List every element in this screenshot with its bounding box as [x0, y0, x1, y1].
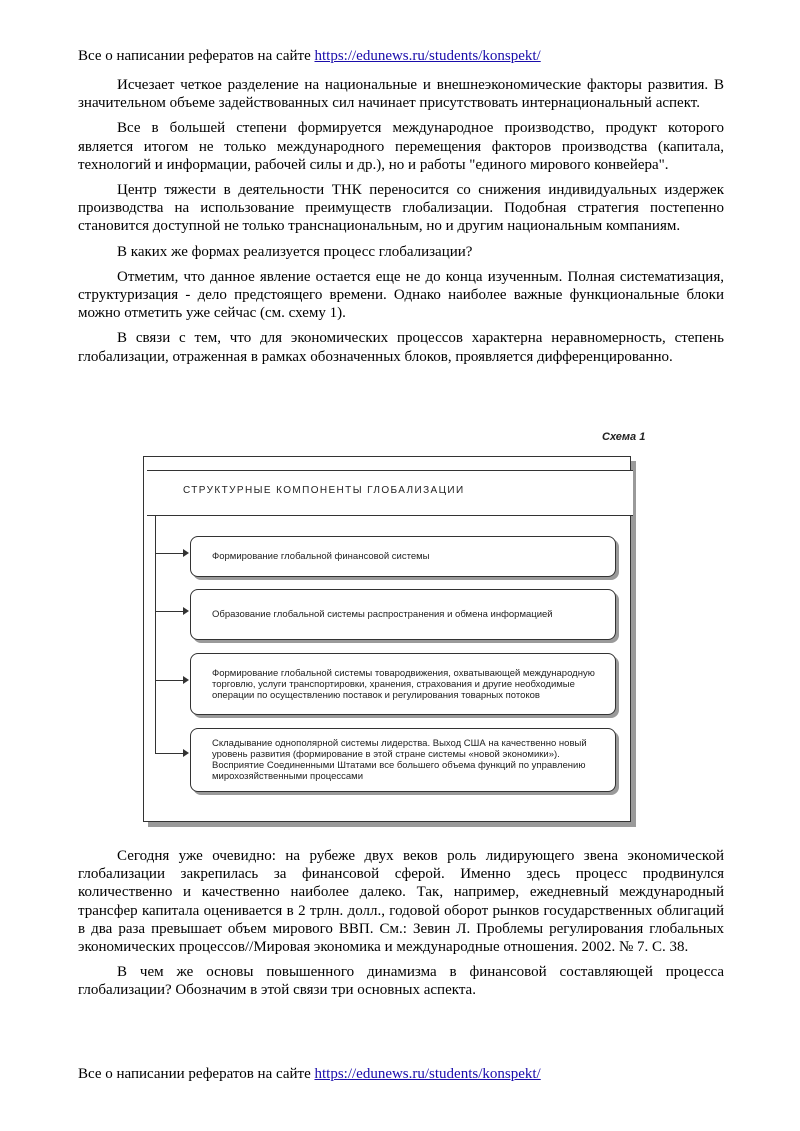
scheme-box-information: Образование глобальной системы распространения и обмена информацией	[190, 589, 616, 640]
header-line	[78, 47, 724, 66]
scheme-title-box	[147, 470, 633, 516]
scheme-connector-branch	[155, 680, 185, 681]
scheme-box-leadership: Складывание однополярной системы лидерства. Выход США на качественно новый уровень развития (формирование в этой стране системы «новой экономики»). Восприятие Соединенными Штатами все большего объема функций по управлению мирохозяйственными процессами	[190, 728, 616, 792]
paragraph: В связи с тем, что для экономических процессов характерна неравномерность, степень глобализации, отраженная в рамках обозначенных блоков, проявляется дифференцированно.	[78, 330, 724, 365]
scheme-connector-line	[155, 515, 156, 754]
scheme-caption: Схема 1	[602, 431, 646, 443]
paragraph: Отметим, что данное явление остается еще не до конца изученным. Полная систематизация, структуризация - дело предстоящего времени. Однако наиболее важные функциональные блоки можно отметить уже сейчас (см. схему 1).	[78, 268, 724, 322]
paragraph: Сегодня уже очевидно: на рубеже двух веков роль лидирующего звена экономической глобализации закрепилась за финансовой сферой. Именно здесь процесс продвинулся количественно и качественно наиболее далеко. Так, например, ежедневный международный трансфер капитала оценивается в 2 трлн. долл., годовой оборот рынков государственных облигаций в два раза превышает объем мирового ВВП. См.: Зевин Л. Проблемы регулирования глобальных экономических процессов//Мировая экономика и международные отношения. 2002. № 7. С. 38.	[78, 848, 724, 956]
scheme-connector-branch	[155, 611, 185, 612]
scheme-figure	[143, 456, 633, 824]
arrow-right-icon	[183, 676, 189, 684]
scheme-box-trade: Формирование глобальной системы товародвижения, охватывающей международную торговлю, услуги транспортировки, хранения, страхования и другие необходимые операции по осуществлению поставок и регулирования товарных потоков	[190, 653, 616, 715]
scheme-box-finance: Формирование глобальной финансовой системы	[190, 536, 616, 577]
footer-link[interactable]: https://edunews.ru/students/konspekt/	[314, 1066, 541, 1082]
scheme-connector-branch	[155, 753, 185, 754]
paragraph: Центр тяжести в деятельности ТНК переносится со снижения индивидуальных издержек производства на использование преимуществ глобализации. Подобная стратегия постепенно становится доступной не только транснациональным, но и другим национальным компаниям.	[78, 182, 724, 235]
paragraph: Исчезает четкое разделение на национальные и внешнеэкономические факторы развития. В значительном объеме задействованных сил начинает присутствовать интернациональный аспект.	[78, 77, 724, 112]
paragraph: В чем же основы повышенного динамизма в финансовой составляющей процесса глобализации? Обозначим в этой связи три основных аспекта.	[78, 964, 724, 999]
body-text-top	[78, 76, 724, 366]
arrow-right-icon	[183, 549, 189, 557]
scheme-title: СТРУКТУРНЫЕ КОМПОНЕНТЫ ГЛОБАЛИЗАЦИИ	[183, 485, 465, 496]
paragraph: Все в большей степени формируется международное производство, продукт которого является итогом не только международного перемещения факторов производства (капитала, технологий и информации, рабочей силы и др.), но и работы "единого мирового конвейера".	[78, 120, 724, 173]
body-text-bottom	[78, 847, 724, 1007]
arrow-right-icon	[183, 607, 189, 615]
scheme-connector-branch	[155, 553, 185, 554]
paragraph: В каких же формах реализуется процесс глобализации?	[117, 243, 473, 260]
footer-prefix: Все о написании рефератов на сайте	[78, 1066, 315, 1082]
arrow-right-icon	[183, 749, 189, 757]
header-prefix: Все о написании рефератов на сайте	[78, 48, 315, 64]
footer-line	[78, 1065, 724, 1084]
header-link[interactable]: https://edunews.ru/students/konspekt/	[314, 48, 541, 64]
page-top-content	[78, 47, 724, 373]
